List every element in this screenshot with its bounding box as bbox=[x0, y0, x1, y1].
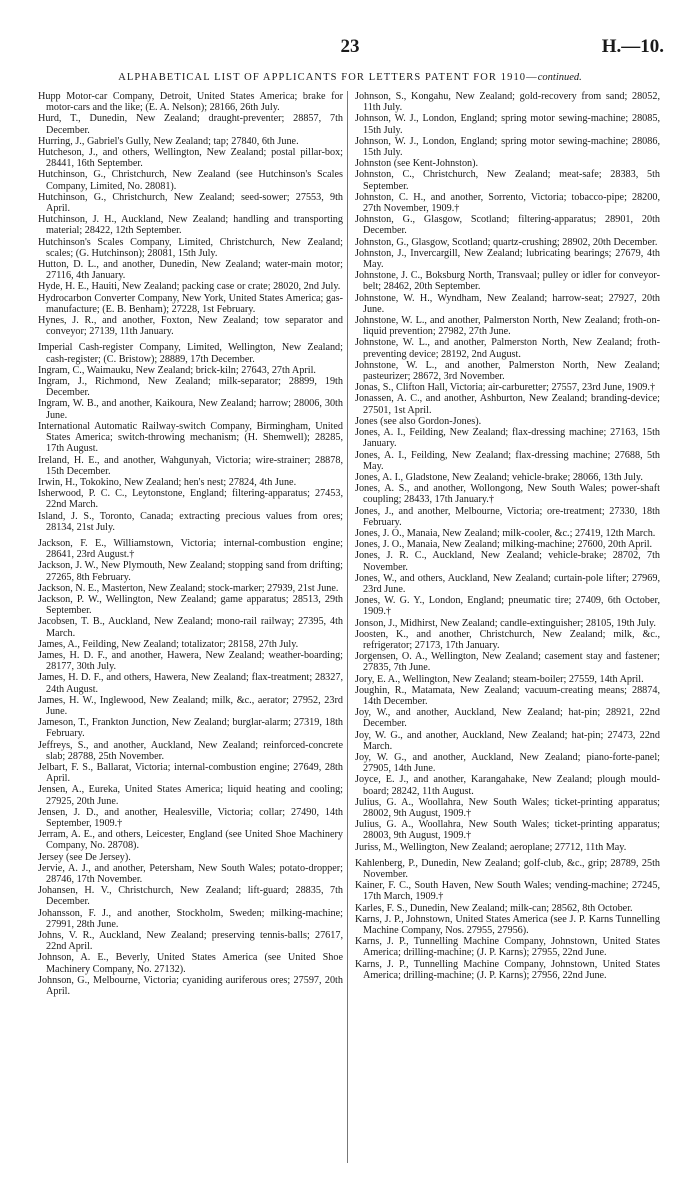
list-entry: Johnson, W. J., London, England; spring motor sewing-machine; 28086, 15th July. bbox=[355, 135, 660, 159]
list-entry: Hutcheson, J., and others, Wellington, New Zealand; postal pillar-box; 28441, 16th September. bbox=[38, 147, 343, 170]
list-entry: Jelbart, F. S., Ballarat, Victoria; internal-combustion engine; 27649, 28th April. bbox=[38, 761, 343, 785]
list-entry: Hutton, D. L., and another, Dunedin, New Zealand; water-main motor; 27116, 4th January. bbox=[38, 259, 343, 282]
list-entry: Hynes, J. R., and another, Foxton, New Zealand; tow separator and conveyor; 27139, 11th January. bbox=[38, 315, 343, 338]
list-entry: Jerram, A. E., and others, Leicester, England (see United Shoe Machinery Company, No. 28708). bbox=[38, 829, 343, 852]
list-entry: Hutchinson's Scales Company, Limited, Christchurch, New Zealand; scales; (G. Hutchinson); 28081, 15th July. bbox=[38, 236, 343, 259]
list-entry: Juriss, M., Wellington, New Zealand; aeroplane; 27712, 11th May. bbox=[355, 841, 627, 853]
list-entry: Ingram, C., Waimauku, New Zealand; brick-kiln; 27643, 27th April. bbox=[38, 364, 316, 376]
list-entry: Karles, F. S., Dunedin, New Zealand; milk-can; 28562, 8th October. bbox=[355, 902, 633, 914]
list-entry: James, H. D. F., and others, Hawera, New Zealand; flax-treatment; 28327, 24th August. bbox=[38, 672, 343, 695]
list-entry: Jorgensen, O. A., Wellington, New Zealand; casement stay and fastener; 27835, 7th June. bbox=[355, 651, 660, 674]
list-entry: Hurring, J., Gabriel's Gully, New Zealand; tap; 27840, 6th June. bbox=[38, 135, 299, 147]
list-entry: Jones, A. I., Gladstone, New Zealand; vehicle-brake; 28066, 13th July. bbox=[355, 471, 643, 483]
list-entry: Johnston, C. H., and another, Sorrento, Victoria; tobacco-pipe; 28200, 27th November, 1909.† bbox=[355, 191, 660, 215]
list-entry: Jackson, J. W., New Plymouth, New Zealand; stopping sand from drifting; 27265, 8th February. bbox=[38, 560, 343, 583]
list-entry: Island, J. S., Toronto, Canada; extracting precious values from ores; 28134, 21st July. bbox=[38, 510, 343, 533]
list-entry: Jackson, N. E., Masterton, New Zealand; stock-marker; 27939, 21st June. bbox=[38, 582, 339, 594]
list-entry: Johnston, C., Christchurch, New Zealand; meat-safe; 28383, 5th September. bbox=[355, 169, 660, 192]
list-entry: Jones, W. G. Y., London, England; pneumatic tire; 27409, 6th October, 1909.† bbox=[355, 595, 660, 618]
list-entry: Jensen, A., Eureka, United States America; liquid heating and cooling; 27925, 20th June. bbox=[38, 784, 343, 807]
list-entry: Jones, J., and another, Melbourne, Victoria; ore-treatment; 27330, 18th February. bbox=[355, 505, 660, 528]
list-entry: Kahlenberg, P., Dunedin, New Zealand; golf-club, &c., grip; 28789, 25th November. bbox=[355, 857, 660, 881]
list-entry: Jonassen, A. C., and another, Ashburton, New Zealand; branding-device; 27501, 1st April. bbox=[355, 393, 660, 416]
list-entry: Jackson, F. E., Williamstown, Victoria; internal-combustion engine; 28641, 23rd August.† bbox=[38, 537, 343, 561]
list-entry: Ingram, W. B., and another, Kaikoura, New Zealand; harrow; 28006, 30th June. bbox=[38, 398, 343, 421]
list-entry: Ireland, H. E., and another, Wahgunyah, Victoria; wire-strainer; 28878, 15th December. bbox=[38, 454, 343, 477]
list-entry: Jones (see also Gordon-Jones). bbox=[355, 415, 482, 427]
list-entry: Joy, W., and another, Auckland, New Zealand; hat-pin; 28921, 22nd December. bbox=[355, 707, 660, 730]
list-entry: Jonson, J., Midhirst, New Zealand; candle-extinguisher; 28105, 19th July. bbox=[355, 617, 656, 629]
list-entry: Jones, A. S., and another, Wollongong, New South Wales; power-shaft coupling; 28433, 17th January.† bbox=[355, 483, 660, 506]
list-entry: Jonas, S., Clifton Hall, Victoria; air-carburetter; 27557, 23rd June, 1909.† bbox=[355, 382, 656, 394]
list-entry: Jensen, J. D., and another, Healesville, Victoria; collar; 27490, 14th September, 1909.† bbox=[38, 806, 343, 829]
list-entry: Johnstone, W. L., and another, Palmerston North, New Zealand; froth-on-liquid prevention; 27982, 27th June. bbox=[355, 315, 660, 338]
list-entry: Julius, G. A., Woollahra, New South Wales; ticket-printing apparatus; 28003, 9th August, 1909.† bbox=[355, 819, 660, 842]
list-entry: Johns, V. R., Auckland, New Zealand; preserving tennis-balls; 27617, 22nd April. bbox=[38, 930, 343, 953]
list-entry: Jackson, P. W., Wellington, New Zealand; game apparatus; 28513, 29th September. bbox=[38, 593, 343, 617]
list-entry: Johnstone, J. C., Boksburg North, Transvaal; pulley or idler for conveyor-belt; 28462, 20th September. bbox=[355, 270, 660, 293]
list-entry: Jeffreys, S., and another, Auckland, New Zealand; reinforced-concrete slab; 28788, 25th November. bbox=[38, 739, 343, 762]
list-entry: Hutchinson, G., Christchurch, New Zealand (see Hutchinson's Scales Company, Limited, No. 28081). bbox=[38, 169, 343, 192]
list-entry: Hutchinson, G., Christchurch, New Zealand; seed-sower; 27553, 9th April. bbox=[38, 191, 343, 215]
list-entry: Johnson, A. E., Beverly, United States America (see United Shoe Machinery Company, No. 27132). bbox=[38, 952, 343, 975]
list-entry: Karns, J. P., Tunnelling Machine Company, Johnstown, United States America; drilling-machine; (J. P. Karns); 27956, 22nd June. bbox=[355, 958, 660, 981]
page-number: 23 bbox=[340, 36, 360, 57]
document-reference: H.—10. bbox=[601, 36, 664, 57]
list-entry: Johnston, G., Glasgow, Scotland; filtering-apparatus; 28901, 20th December. bbox=[355, 214, 660, 237]
list-entry: Karns, J. P., Tunnelling Machine Company, Johnstown, United States America; drilling-machine; (J. P. Karns); 27955, 22nd June. bbox=[355, 936, 660, 959]
list-entry: Johnston, J., Invercargill, New Zealand; lubricating bearings; 27679, 4th May. bbox=[355, 247, 660, 271]
list-entry: Johansson, F. J., and another, Stockholm, Sweden; milking-machine; 27991, 28th June. bbox=[38, 907, 343, 930]
list-entry: Hurd, T., Dunedin, New Zealand; draught-preventer; 28857, 7th December. bbox=[38, 113, 343, 136]
list-entry: International Automatic Railway-switch Company, Birmingham, United States America; switch-throwing mechanism; (H. Shemwell); 28285, 17th August. bbox=[38, 420, 343, 455]
list-title-text: ALPHABETICAL LIST OF APPLICANTS FOR LETTERS PATENT FOR 1910— bbox=[118, 72, 538, 83]
list-entry: Jones, A. I., Feilding, New Zealand; flax-dressing machine; 27688, 5th May. bbox=[355, 449, 660, 472]
column-divider bbox=[347, 91, 348, 1163]
right-column bbox=[355, 91, 660, 981]
list-entry: Joughin, R., Matamata, New Zealand; vacuum-creating means; 28874, 14th December. bbox=[355, 684, 660, 707]
list-entry: Hupp Motor-car Company, Detroit, United States America; brake for motor-cars and the like; (E. A. Nelson); 28166, 26th July. bbox=[38, 91, 343, 114]
list-entry: Julius, G. A., Woollahra, New South Wales; ticket-printing apparatus; 28002, 9th August, 1909.† bbox=[355, 796, 660, 819]
list-entry: Jones, J. O., Manaia, New Zealand; milking-machine; 27600, 20th April. bbox=[355, 539, 653, 551]
list-entry: Johnson, S., Kongahu, New Zealand; gold-recovery from sand; 28052, 11th July. bbox=[355, 91, 660, 114]
list-entry: Joosten, K., and another, Christchurch, New Zealand; milk, &c., refrigerator; 27173, 17th January. bbox=[355, 628, 660, 651]
list-entry: Ingram, J., Richmond, New Zealand; milk-separator; 28899, 19th December. bbox=[38, 376, 343, 399]
list-entry: Jones, J. R. C., Auckland, New Zealand; vehicle-brake; 28702, 7th November. bbox=[355, 550, 660, 573]
list-entry: Joy, W. G., and another, Auckland, New Zealand; piano-forte-panel; 27905, 14th June. bbox=[355, 751, 660, 775]
list-entry: Johansen, H. V., Christchurch, New Zealand; lift-guard; 28835, 7th December. bbox=[38, 885, 343, 908]
left-column bbox=[38, 91, 343, 997]
list-entry: Johnstone, W. H., Wyndham, New Zealand; harrow-seat; 27927, 20th June. bbox=[355, 292, 660, 315]
list-entry: Jersey (see De Jersey). bbox=[38, 851, 131, 863]
list-entry: Johnson, W. J., London, England; spring motor sewing-machine; 28085, 15th July. bbox=[355, 113, 660, 136]
list-entry: Kainer, F. C., South Haven, New South Wales; vending-machine; 27245, 17th March, 1909.† bbox=[355, 880, 660, 903]
list-title-continued: continued. bbox=[537, 72, 582, 83]
list-entry: Isherwood, P. C. C., Leytonstone, England; filtering-apparatus; 27453, 22nd March. bbox=[38, 488, 343, 511]
list-entry: James, H. D. F., and another, Hawera, New Zealand; weather-boarding; 28177, 30th July. bbox=[38, 649, 343, 673]
list-entry: Johnston (see Kent-Johnston). bbox=[355, 158, 479, 170]
list-entry: Jones, W., and others, Auckland, New Zealand; curtain-pole lifter; 27969, 23rd June. bbox=[355, 572, 660, 595]
list-entry: Johnstone, W. L., and another, Palmerston North, New Zealand; froth-preventing device; 28192, 2nd August. bbox=[355, 337, 660, 360]
list-entry: James, H. W., Inglewood, New Zealand; milk, &c., aerator; 27952, 23rd June. bbox=[38, 694, 343, 717]
list-entry: Karns, J. P., Johnstown, United States America (see J. P. Karns Tunnelling Machine Company, Nos. 27955, 27956). bbox=[355, 913, 660, 937]
list-entry: Jameson, T., Frankton Junction, New Zealand; burglar-alarm; 27319, 18th February. bbox=[38, 717, 343, 740]
list-entry: Jones, A. I., Feilding, New Zealand; flax-dressing machine; 27163, 15th January. bbox=[355, 427, 660, 450]
list-entry: Jory, E. A., Wellington, New Zealand; steam-boiler; 27559, 14th April. bbox=[355, 673, 644, 685]
list-entry: Hyde, H. E., Hauiti, New Zealand; packing case or crate; 28020, 2nd July. bbox=[38, 281, 341, 293]
list-entry: Jacobsen, T. B., Auckland, New Zealand; mono-rail railway; 27395, 4th March. bbox=[38, 616, 343, 639]
list-entry: Hutchinson, J. H., Auckland, New Zealand; handling and transporting material; 28422, 12th September. bbox=[38, 214, 343, 237]
list-entry: Hydrocarbon Converter Company, New York, United States America; gas-manufacture; (E. B. Benham); 27228, 1st February. bbox=[38, 292, 343, 315]
list-entry: Johnstone, W. L., and another, Palmerston North, New Zealand; pasteurizer; 28672, 3rd November. bbox=[355, 359, 660, 383]
list-entry: Johnson, G., Melbourne, Victoria; cyaniding auriferous ores; 27597, 20th April. bbox=[38, 974, 343, 998]
list-entry: Irwin, H., Tokokino, New Zealand; hen's nest; 27824, 4th June. bbox=[38, 476, 297, 488]
list-entry: James, A., Feilding, New Zealand; totalizator; 28158, 27th July. bbox=[38, 638, 299, 650]
list-entry: Imperial Cash-register Company, Limited, Wellington, New Zealand; cash-register; (C. Bristow); 28889, 17th December. bbox=[38, 342, 343, 365]
list-title bbox=[0, 72, 700, 83]
list-entry: Joyce, E. J., and another, Karangahake, New Zealand; plough mould-board; 28242, 11th August. bbox=[355, 774, 660, 797]
list-entry: Johnston, G., Glasgow, Scotland; quartz-crushing; 28902, 20th December. bbox=[355, 236, 658, 248]
list-entry: Jervie, A. J., and another, Petersham, New South Wales; potato-dropper; 28746, 17th November. bbox=[38, 862, 343, 886]
list-entry: Joy, W. G., and another, Auckland, New Zealand; hat-pin; 27473, 22nd March. bbox=[355, 729, 660, 752]
list-entry: Jones, J. O., Manaia, New Zealand; milk-cooler, &c.; 27419, 12th March. bbox=[355, 527, 656, 539]
